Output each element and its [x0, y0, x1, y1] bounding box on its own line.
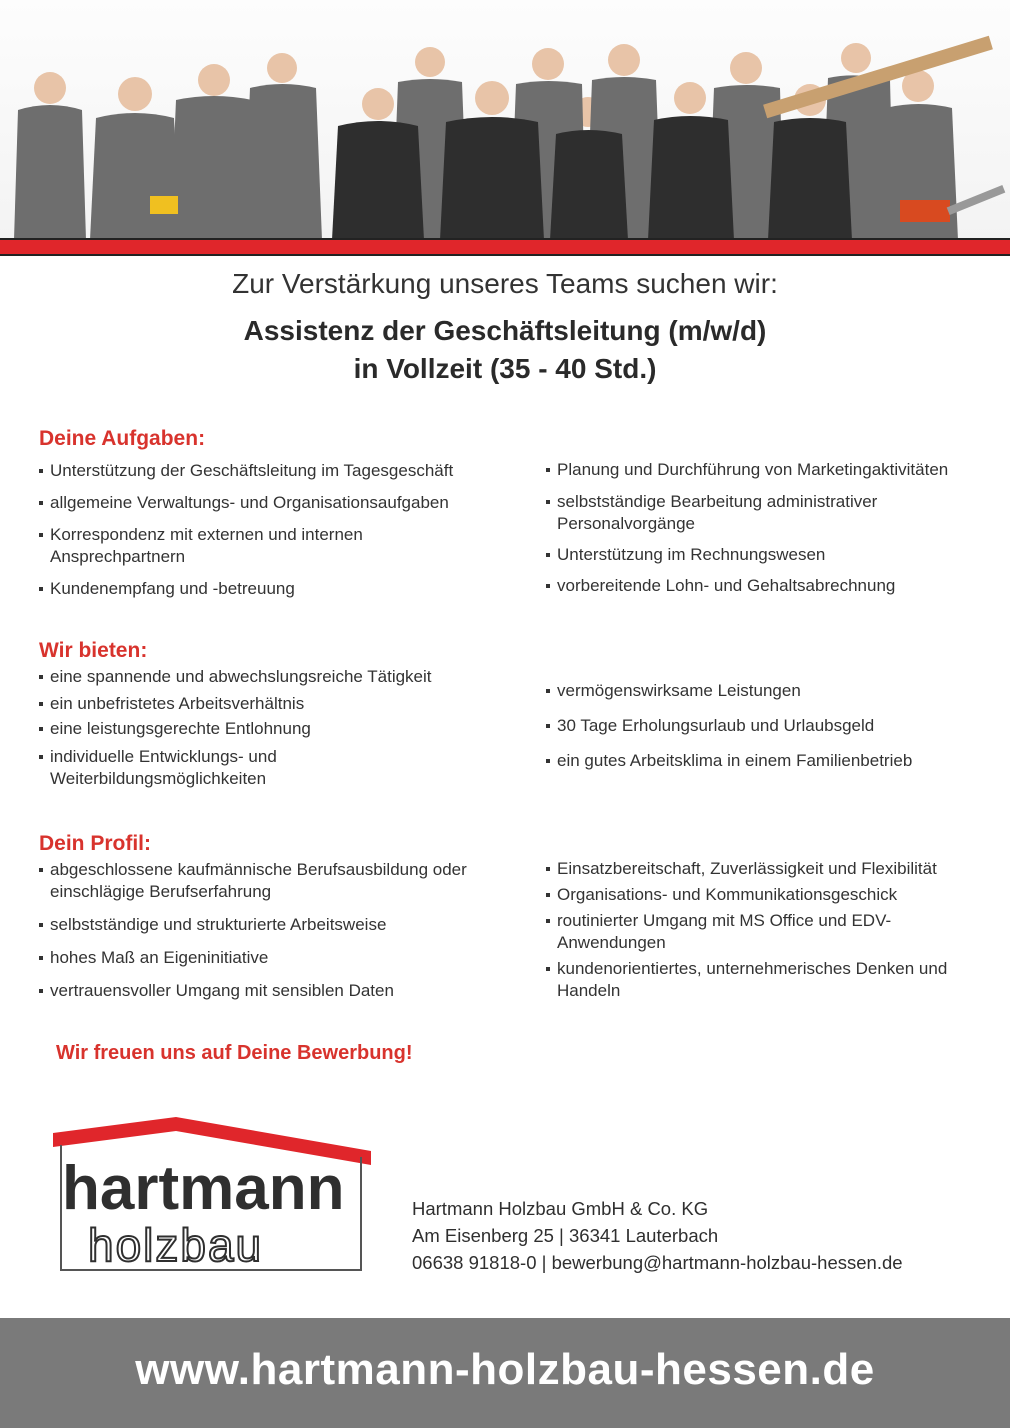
profil-right-list — [545, 858, 1000, 1002]
section-title-profil: Dein Profil: — [39, 832, 152, 855]
list-item: selbstständige und strukturierte Arbeitsweise — [38, 914, 513, 936]
bieten-left-list — [38, 666, 513, 790]
logo-word-hartmann: hartmann — [62, 1154, 345, 1223]
section-title-bieten: Wir bieten: — [39, 639, 148, 662]
bieten-right-list — [545, 680, 1000, 772]
list-item: routinierter Umgang mit MS Office und EDV-Anwendungen — [545, 910, 897, 954]
list-item: Planung und Durchführung von Marketingaktivitäten — [545, 459, 1000, 481]
aufgaben-left-list — [38, 460, 513, 600]
list-item: kundenorientiertes, unternehmerisches Denken und Handeln — [545, 958, 967, 1002]
contact-phone-email[interactable]: 06638 91818-0 | bewerbung@hartmann-holzbau-hessen.de — [412, 1252, 903, 1273]
list-item: Unterstützung im Rechnungswesen — [545, 544, 1000, 566]
list-item: individuelle Entwicklungs- und Weiterbildungsmöglichkeiten — [38, 746, 340, 790]
red-divider-bar — [0, 238, 1010, 256]
list-item: abgeschlossene kaufmännische Berufsausbildung oder einschlägige Berufserfahrung — [38, 859, 490, 903]
list-item: Einsatzbereitschaft, Zuverlässigkeit und Flexibilität — [545, 858, 1000, 880]
hartmann-holzbau-logo — [50, 1115, 372, 1275]
list-item: vorbereitende Lohn- und Gehaltsabrechnung — [545, 575, 1000, 597]
list-item: vermögenswirksame Leistungen — [545, 680, 1000, 702]
job-title — [0, 312, 1010, 388]
list-item: Korrespondenz mit externen und internen Ansprechpartnern — [38, 524, 430, 568]
profil-left-list — [38, 859, 513, 1002]
job-title-line2: in Vollzeit (35 - 40 Std.) — [353, 353, 657, 384]
list-item: eine leistungsgerechte Entlohnung — [38, 718, 513, 740]
section-title-aufgaben: Deine Aufgaben: — [39, 427, 206, 450]
list-item: Unterstützung der Geschäftsleitung im Tagesgeschäft — [38, 460, 513, 482]
list-item: Kundenempfang und -betreuung — [38, 578, 513, 600]
contact-company: Hartmann Holzbau GmbH & Co. KG — [412, 1198, 709, 1219]
list-item: Organisations- und Kommunikationsgeschick — [545, 884, 1000, 906]
list-item: 30 Tage Erholungsurlaub und Urlaubsgeld — [545, 715, 1000, 737]
job-title-line1: Assistenz der Geschäftsleitung (m/w/d) — [243, 315, 767, 346]
list-item: hohes Maß an Eigeninitiative — [38, 947, 513, 969]
logo-graphic — [50, 1115, 372, 1275]
list-item: allgemeine Verwaltungs- und Organisationsaufgaben — [38, 492, 513, 514]
intro-text: Zur Verstärkung unseres Teams suchen wir: — [232, 268, 778, 299]
aufgaben-right-list — [545, 459, 1000, 597]
list-item: vertrauensvoller Umgang mit sensiblen Daten — [38, 980, 513, 1002]
list-item: ein gutes Arbeitsklima in einem Familienbetrieb — [545, 750, 1000, 772]
team-photo-illustration — [0, 0, 1010, 240]
closing-text: Wir freuen uns auf Deine Bewerbung! — [56, 1042, 413, 1064]
list-item: ein unbefristetes Arbeitsverhältnis — [38, 693, 513, 715]
contact-block — [412, 1195, 903, 1276]
list-item: eine spannende und abwechslungsreiche Tätigkeit — [38, 666, 513, 688]
contact-address: Am Eisenberg 25 | 36341 Lauterbach — [412, 1225, 719, 1246]
footer-website-link[interactable]: www.hartmann-holzbau-hessen.de — [135, 1345, 875, 1394]
team-photo — [0, 0, 1010, 240]
logo-word-holzbau: holzbau — [88, 1219, 264, 1271]
list-item: selbstständige Bearbeitung administrativer Personalvorgänge — [545, 491, 937, 535]
